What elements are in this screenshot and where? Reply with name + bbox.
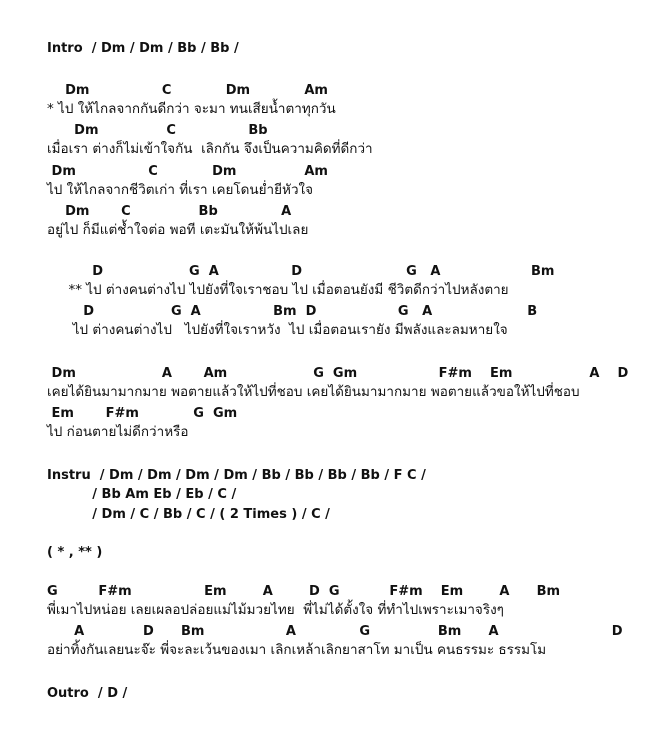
lyric-line: ** ไป ต่างคนต่างไป ไปยังที่ใจเราชอบ ไป เมื่อตอนยังมี ชีวิตดีกว่าไปหลังตาย: [47, 282, 509, 298]
lyric-line: ไป ให้ไกลจากชีวิตเก่า ที่เรา เคยโดนย่ำยีหัวใจ: [47, 182, 314, 198]
repeat-marker: ( * , ** ): [47, 545, 103, 560]
lyric-line: เมื่อเรา ต่างก็ไม่เข้าใจกัน เลิกกัน จึงเป็นความคิดที่ดีกว่า: [47, 141, 373, 157]
lyric-line: อยู่ไป ก็มีแต่ช้ำใจต่อ พอที เตะมันให้พ้นไปเลย: [47, 222, 309, 238]
lyric-line: เคยได้ยินมามากมาย พอตายแล้วให้ไปที่ชอบ เคยได้ยินมามากมาย พอตายแล้วขอให้ไปที่ชอบ: [47, 384, 580, 400]
instru-line: / Bb Am Eb / Eb / C /: [47, 487, 237, 502]
instru-line: / Dm / C / Bb / C / ( 2 Times ) / C /: [47, 507, 330, 522]
chord-line: D G A Bm D G A B: [47, 304, 538, 319]
lyric-line: ไป ก่อนตายไม่ดีกว่าหรือ: [47, 424, 189, 440]
chord-line: Dm C Dm Am: [47, 83, 328, 98]
intro-line: Intro / Dm / Dm / Bb / Bb /: [47, 41, 239, 56]
lyric-line: อย่าทิ้งกันเลยนะจ๊ะ พี่จะละเว้นของเมา เลิกเหล้าเลิกยาสาโท มาเป็น คนธรรมะ ธรรมโม: [47, 642, 547, 658]
chord-line: Dm C Bb: [47, 123, 268, 138]
chord-line: A D Bm A G Bm A D: [47, 624, 623, 639]
lyric-line: ไป ต่างคนต่างไป ไปยังที่ใจเราหวัง ไป เมื่อตอนเรายัง มีพลังและลมหายใจ: [47, 322, 508, 338]
instru-line: Instru / Dm / Dm / Dm / Dm / Bb / Bb / Bb / Bb / F C /: [47, 468, 426, 483]
lyric-line: * ไป ให้ไกลจากกันดีกว่า จะมา ทนเสียน้ำตาทุกวัน: [47, 101, 336, 117]
lyric-line: พี่เมาไปหน่อย เลยเผลอปล่อยแม่ไม้มวยไทย พี่ไม่ได้ตั้งใจ ที่ทำไปเพราะเมาจริงๆ: [47, 602, 504, 618]
outro-line: Outro / D /: [47, 686, 128, 701]
chord-line: G F#m Em A D G F#m Em A Bm: [47, 584, 561, 599]
chord-line: D G A D G A Bm: [47, 264, 555, 279]
chord-line: Dm C Dm Am: [47, 164, 328, 179]
chord-line: Dm C Bb A: [47, 204, 292, 219]
chord-line: Dm A Am G Gm F#m Em A D: [47, 366, 629, 381]
chord-line: Em F#m G Gm: [47, 406, 238, 421]
